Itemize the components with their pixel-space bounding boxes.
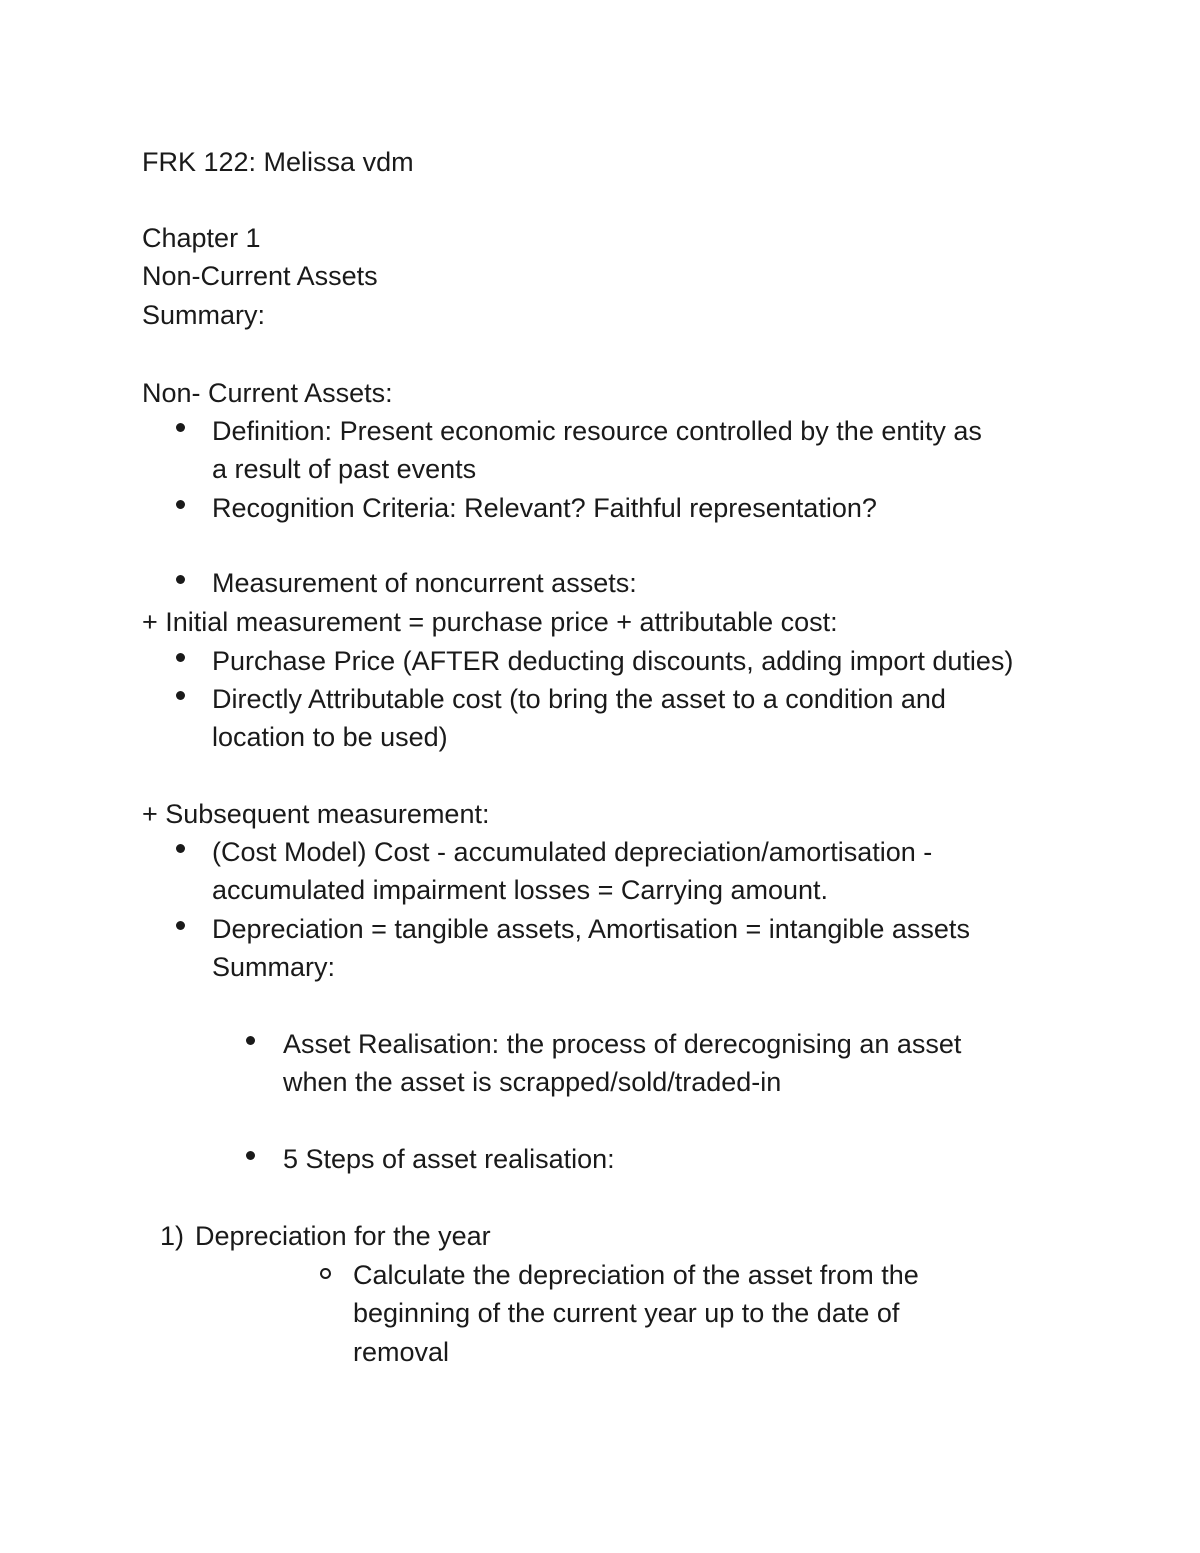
recognition-text: Recognition Criteria: Relevant? Faithful representation? bbox=[212, 493, 877, 523]
summary-label-inline: Summary: bbox=[212, 952, 336, 982]
bullet-icon bbox=[176, 844, 185, 853]
purchase-price-text: Purchase Price (AFTER deducting discounts, adding import duties) bbox=[212, 646, 1014, 676]
subsequent-measurement-heading: + Subsequent measurement: bbox=[142, 799, 490, 829]
definition-text: Definition: Present economic resource controlled by the entity as bbox=[212, 416, 982, 446]
asset-realisation-text-continued: when the asset is scrapped/sold/traded-in bbox=[283, 1067, 782, 1097]
cost-model-text-continued: accumulated impairment losses = Carrying amount. bbox=[212, 875, 829, 905]
depreciation-text: Depreciation = tangible assets, Amortisation = intangible assets bbox=[212, 914, 970, 944]
hollow-circle-icon bbox=[320, 1268, 331, 1279]
initial-measurement-heading: + Initial measurement = purchase price + attributable cost: bbox=[142, 607, 838, 637]
sub-item-text: Calculate the depreciation of the asset from the bbox=[353, 1260, 919, 1290]
bullet-icon bbox=[176, 500, 185, 509]
topic-label: Non-Current Assets bbox=[142, 261, 378, 291]
attributable-cost-text: Directly Attributable cost (to bring the asset to a condition and bbox=[212, 684, 946, 714]
attributable-cost-text-continued: location to be used) bbox=[212, 722, 448, 752]
asset-realisation-text: Asset Realisation: the process of derecognising an asset bbox=[283, 1029, 962, 1059]
bullet-icon bbox=[176, 423, 185, 432]
nca-heading: Non- Current Assets: bbox=[142, 378, 393, 408]
bullet-icon bbox=[176, 575, 185, 584]
summary-label: Summary: bbox=[142, 300, 266, 330]
list-item-text: Depreciation for the year bbox=[195, 1221, 491, 1251]
bullet-icon bbox=[176, 691, 185, 700]
sub-item-text-continued: beginning of the current year up to the date of bbox=[353, 1298, 900, 1328]
bullet-icon bbox=[176, 653, 185, 662]
cost-model-text: (Cost Model) Cost - accumulated depreciation/amortisation - bbox=[212, 837, 933, 867]
measurement-text: Measurement of noncurrent assets: bbox=[212, 568, 637, 598]
definition-text-continued: a result of past events bbox=[212, 454, 477, 484]
chapter-label: Chapter 1 bbox=[142, 223, 261, 253]
sub-item-text-end: removal bbox=[353, 1337, 450, 1367]
document-title: FRK 122: Melissa vdm bbox=[142, 147, 414, 177]
list-item-number: 1) bbox=[160, 1221, 185, 1251]
bullet-icon bbox=[246, 1036, 255, 1045]
bullet-icon bbox=[246, 1151, 255, 1160]
bullet-icon bbox=[176, 921, 185, 930]
steps-text: 5 Steps of asset realisation: bbox=[283, 1144, 615, 1174]
